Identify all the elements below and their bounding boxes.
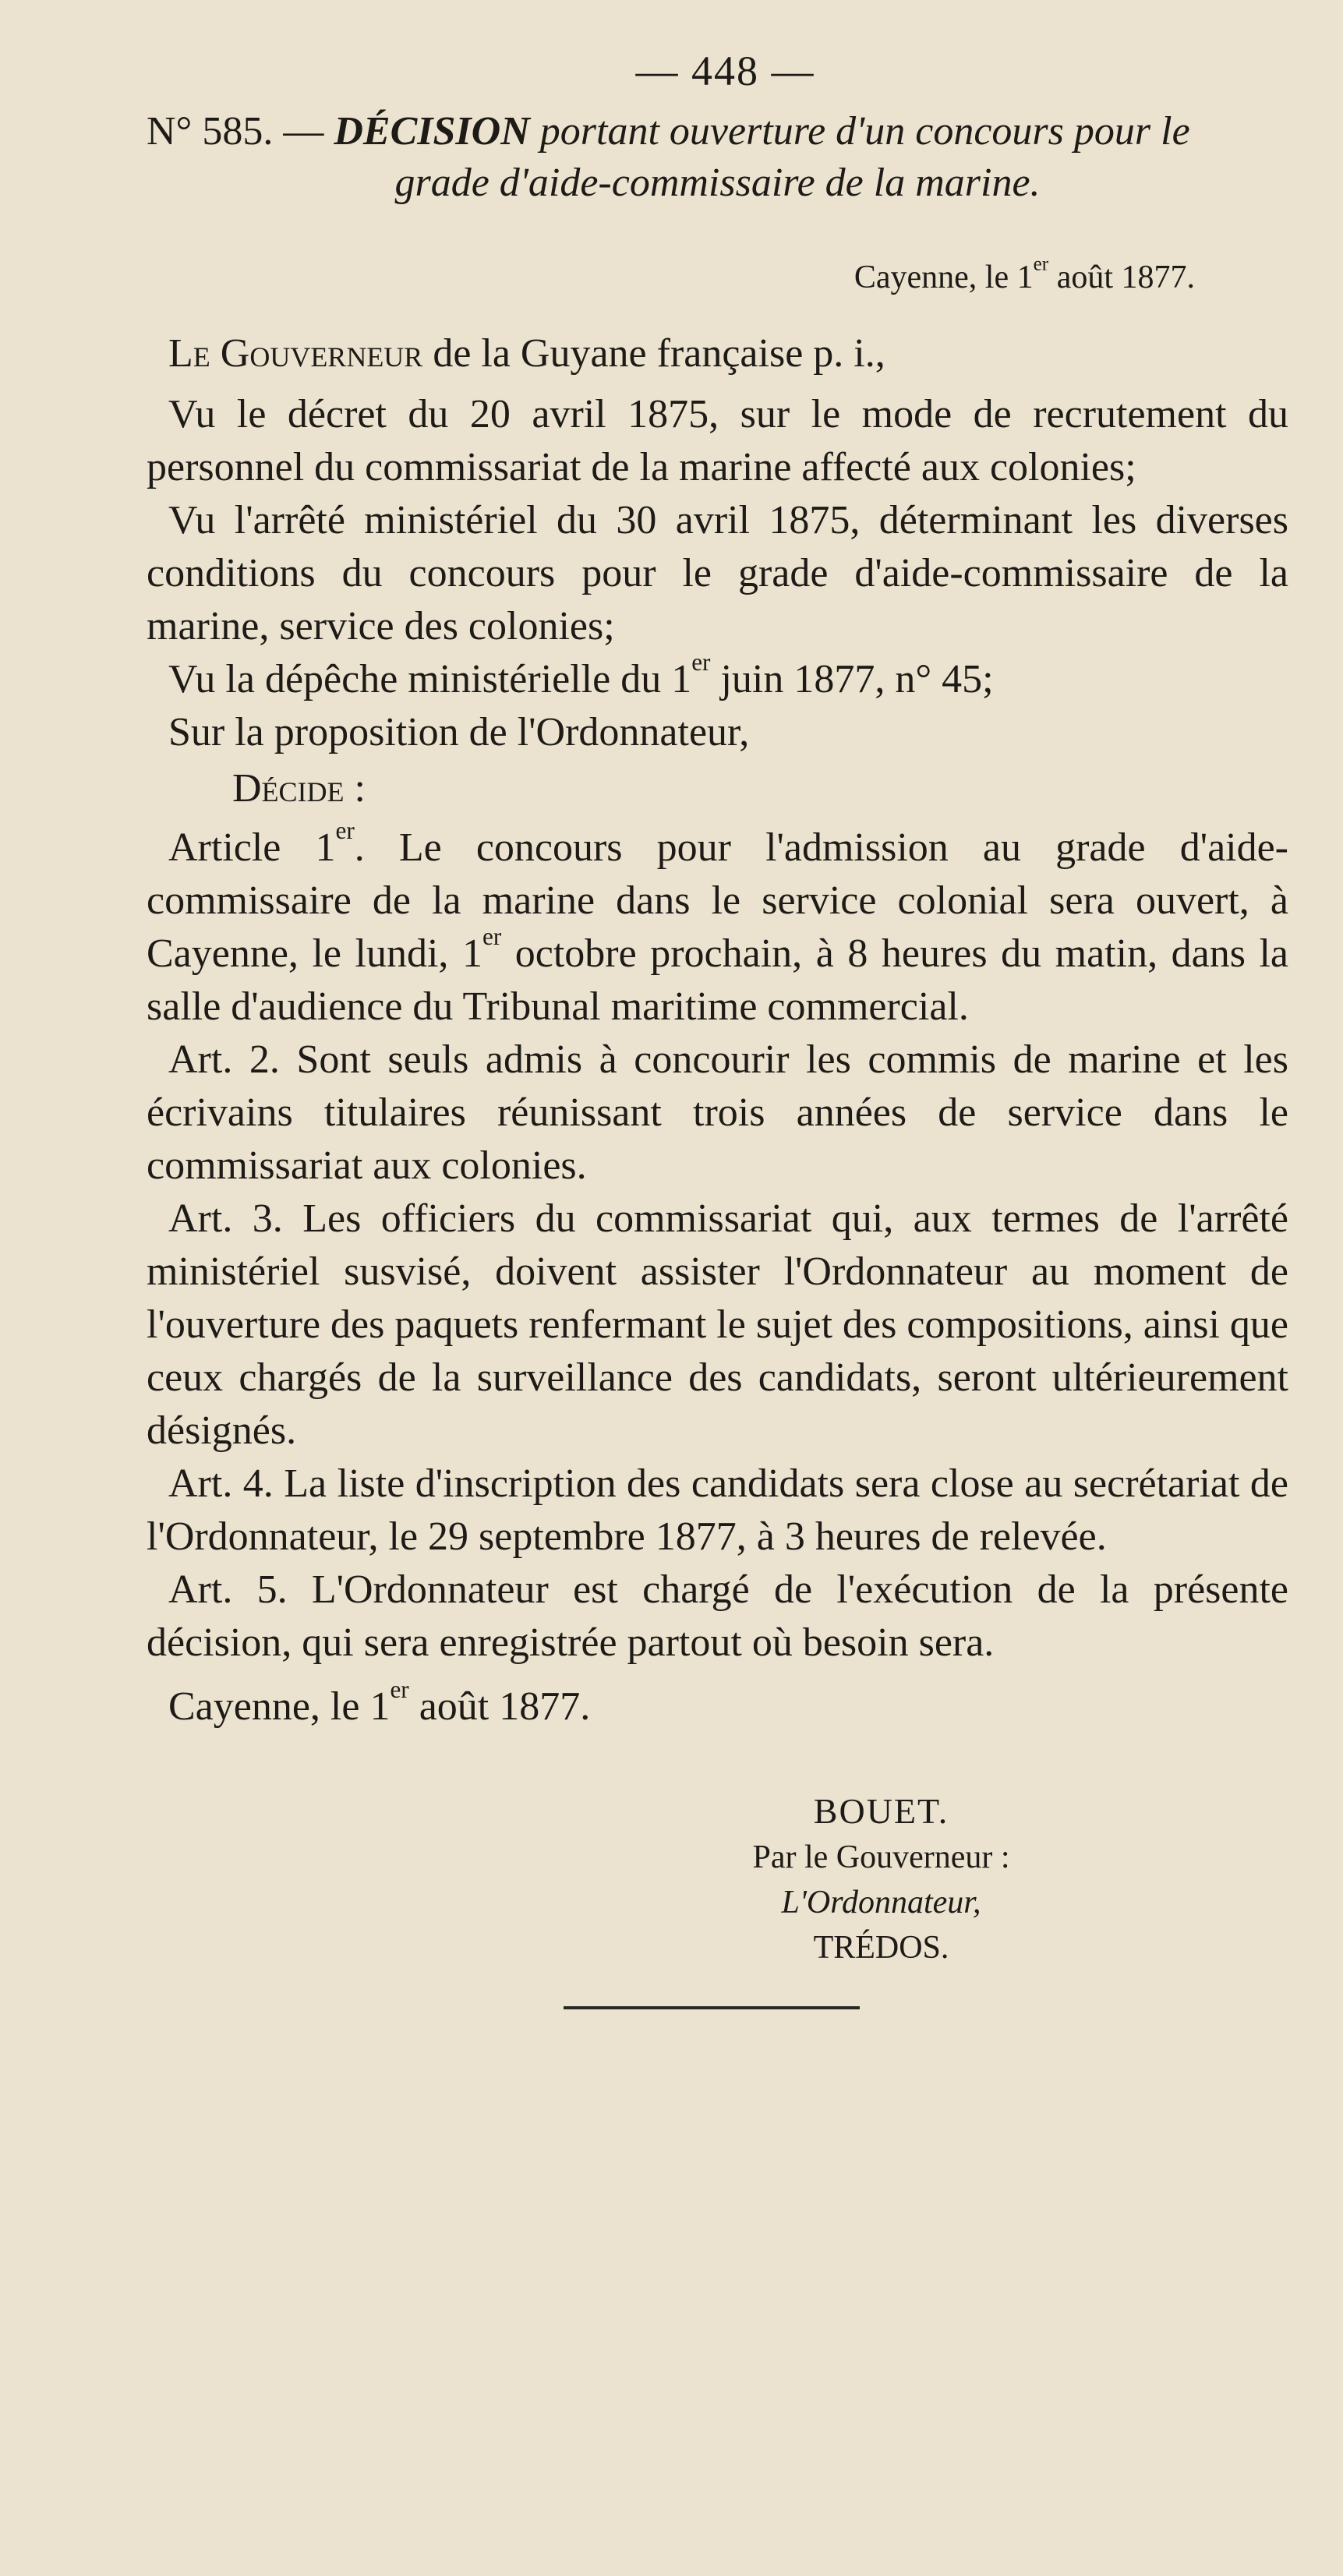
consideration-decree: Vu le décret du 20 avril 1875, sur le mode de recrutement du personnel du commissariat de la marine affecté aux colonies; xyxy=(147,392,1288,489)
article-3: Art. 3. Les officiers du commissariat qui, aux termes de l'arrêté ministériel susvisé, doivent assister l'Ordonnateur au moment de l'ouverture des paquets renfermant le sujet des compositions, ainsi que ceux chargés de la surveillance des candidats, seront ultérieurement désignés. xyxy=(147,1196,1288,1453)
decision-title-keyword: DÉCISION xyxy=(334,109,530,154)
decide-heading: Décide : xyxy=(232,766,366,811)
dateline: Cayenne, le 1er août 1877. xyxy=(854,253,1195,295)
article-2: Art. 2. Sont seuls admis à concourir les commis de marine et les écrivains titulaires réunissant trois années de service dans le commissariat aux colonies. xyxy=(147,1037,1288,1188)
decision-title-rest: portant ouverture d'un concours pour le xyxy=(539,109,1190,154)
consideration-arrete: Vu l'arrêté ministériel du 30 avril 1875, déterminant les diverses conditions du concours pour le grade d'aide-commissaire de la marine, service des colonies; xyxy=(147,498,1288,648)
article-4: Art. 4. La liste d'inscription des candidats sera close au secrétariat de l'Ordonnateur, le 29 septembre 1877, à 3 heures de relevée. xyxy=(147,1461,1288,1559)
page-number: — 448 — xyxy=(635,48,815,94)
article-1: Article 1er. Le concours pour l'admission au grade d'aide-commissaire de la marine dans le service colonial sera ouvert, à Cayenne, le lundi, 1er octobre prochain, à 8 heures du matin, dans la salle d'audience du Tribunal maritime commercial. xyxy=(147,816,1289,1029)
governor-line: Le Gouverneur de la Guyane française p. i., xyxy=(168,331,885,376)
proposition: Sur la proposition de l'Ordonnateur, xyxy=(168,710,750,754)
article-5: Art. 5. L'Ordonnateur est chargé de l'exécution de la présente décision, qui sera enregistrée partout où besoin sera. xyxy=(147,1567,1288,1665)
closing-date: Cayenne, le 1er août 1877. xyxy=(168,1675,591,1729)
signature-ordonnateur: TRÉDOS. xyxy=(813,1930,949,1966)
signature-by: Par le Gouverneur : xyxy=(752,1839,1010,1875)
decision-title-line2: grade d'aide-commissaire de la marine. xyxy=(394,161,1041,205)
consideration-depeche: Vu la dépêche ministérielle du 1er juin 1877, n° 45; xyxy=(168,648,994,701)
closing-rule xyxy=(564,2006,860,2009)
signature-role: L'Ordonnateur, xyxy=(781,1885,981,1921)
decision-heading xyxy=(147,106,1288,157)
signature-governor: BOUET. xyxy=(813,1791,949,1831)
decision-number: N° 585. — xyxy=(147,109,324,154)
